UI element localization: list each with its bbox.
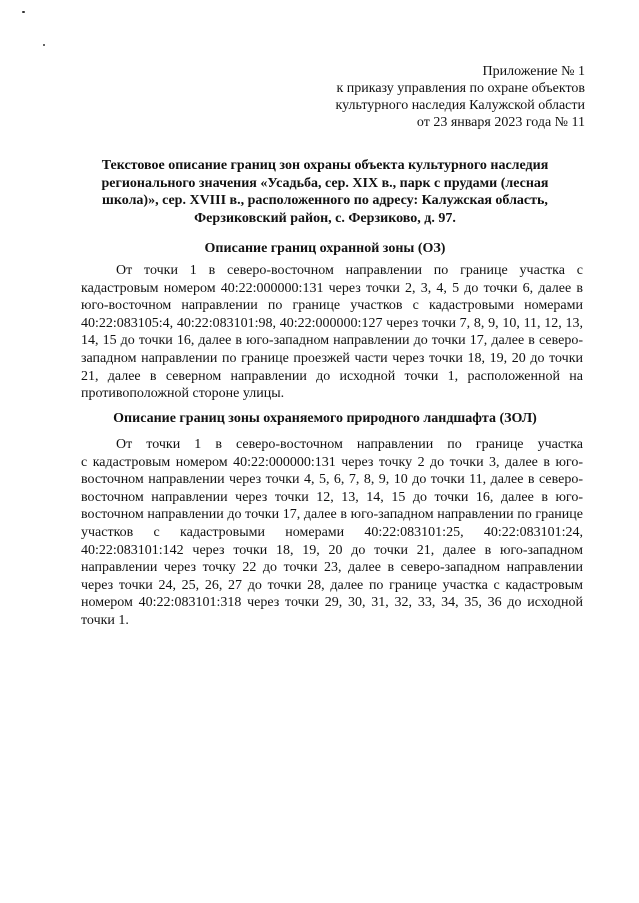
body-line: с кадастровым номером 40:22:000000:131 через точку 2 до точки 3, далее в юго- [81, 454, 583, 470]
body-line: номером 40:22:083101:318 через точки 29, 30, 31, 32, 33, 34, 35, 36 до исходной [81, 595, 583, 611]
section-heading-oz: Описание границ охранной зоны (ОЗ) [204, 241, 446, 256]
body-line: 21, далее в северном направлении до исходной точки 1, расположенной на [81, 368, 583, 384]
title-line: регионального значения «Усадьба, сер. XIX в., парк с прудами (лесная [101, 175, 549, 191]
section-body-oz [81, 262, 583, 403]
body-line: участков с кадастровыми номерами 40:22:083101:25, 40:22:083101:24, [81, 524, 583, 540]
body-line: восточном направлении до точки 17, далее в юго-западном направлении по границе [81, 507, 583, 523]
title-line: Текстовое описание границ зон охраны объекта культурного наследия [101, 158, 549, 173]
body-line: восточном направлении через точки 4, 5, 6, 7, 8, 9, 10 до точки 11, далее в северо- [81, 472, 583, 488]
body-line: через точки 24, 25, 26, 27 до точки 28, далее по границе участка с кадастровым [81, 577, 583, 593]
appendix-authority: культурного наследия Калужской области [335, 98, 585, 113]
body-line: юго-восточном направлении по границе участков с кадастровыми номерами [81, 298, 583, 314]
scan-speck [22, 11, 25, 13]
body-line: точки 1. [81, 612, 129, 628]
title-line: школа)», сер. XVIII в., расположенного по адресу: Калужская область, [102, 193, 548, 208]
body-line: От точки 1 в северо-восточном направлении по границе участка с [116, 263, 583, 278]
section-heading-zol: Описание границ зоны охраняемого природного ландшафта (ЗОЛ) [113, 411, 537, 426]
body-line: направлении через точку 22 до точки 23, далее в северо-западном направлении [81, 560, 583, 576]
body-line: кадастровым номером 40:22:000000:131 через точки 2, 3, 4, 5 до точки 6, далее в [81, 280, 583, 296]
body-line: восточном направлении через точки 12, 13, 14, 15 до точки 16, далее в юго- [81, 489, 583, 505]
body-line: От точки 1 в северо-восточном направлении по границе участка [116, 437, 583, 452]
section-body-zol [81, 436, 583, 630]
appendix-block [285, 63, 585, 131]
body-line: 40:22:083105:4, 40:22:083101:98, 40:22:000000:127 через точки 7, 8, 9, 10, 11, 12, 13, [81, 315, 583, 331]
title-line: Ферзиковский район, с. Ферзиково, д. 97. [194, 210, 456, 226]
body-line: 14, 15 до точки 16, далее в юго-западном направлении до точки 17, далее в северо- [81, 333, 583, 349]
body-line: западном направлении по границе проезжей части через точки 18, 19, 20 до точки [81, 350, 583, 366]
scan-speck [43, 44, 45, 46]
document-title [90, 157, 560, 227]
body-line: противоположной стороне улицы. [81, 386, 285, 402]
appendix-order-ref: к приказу управления по охране объектов [336, 81, 585, 96]
appendix-number: Приложение № 1 [482, 64, 585, 79]
appendix-date: от 23 января 2023 года № 11 [416, 115, 585, 130]
body-line: 40:22:083101:142 через точки 18, 19, 20 до точки 21, далее в юго-западном [81, 542, 583, 558]
